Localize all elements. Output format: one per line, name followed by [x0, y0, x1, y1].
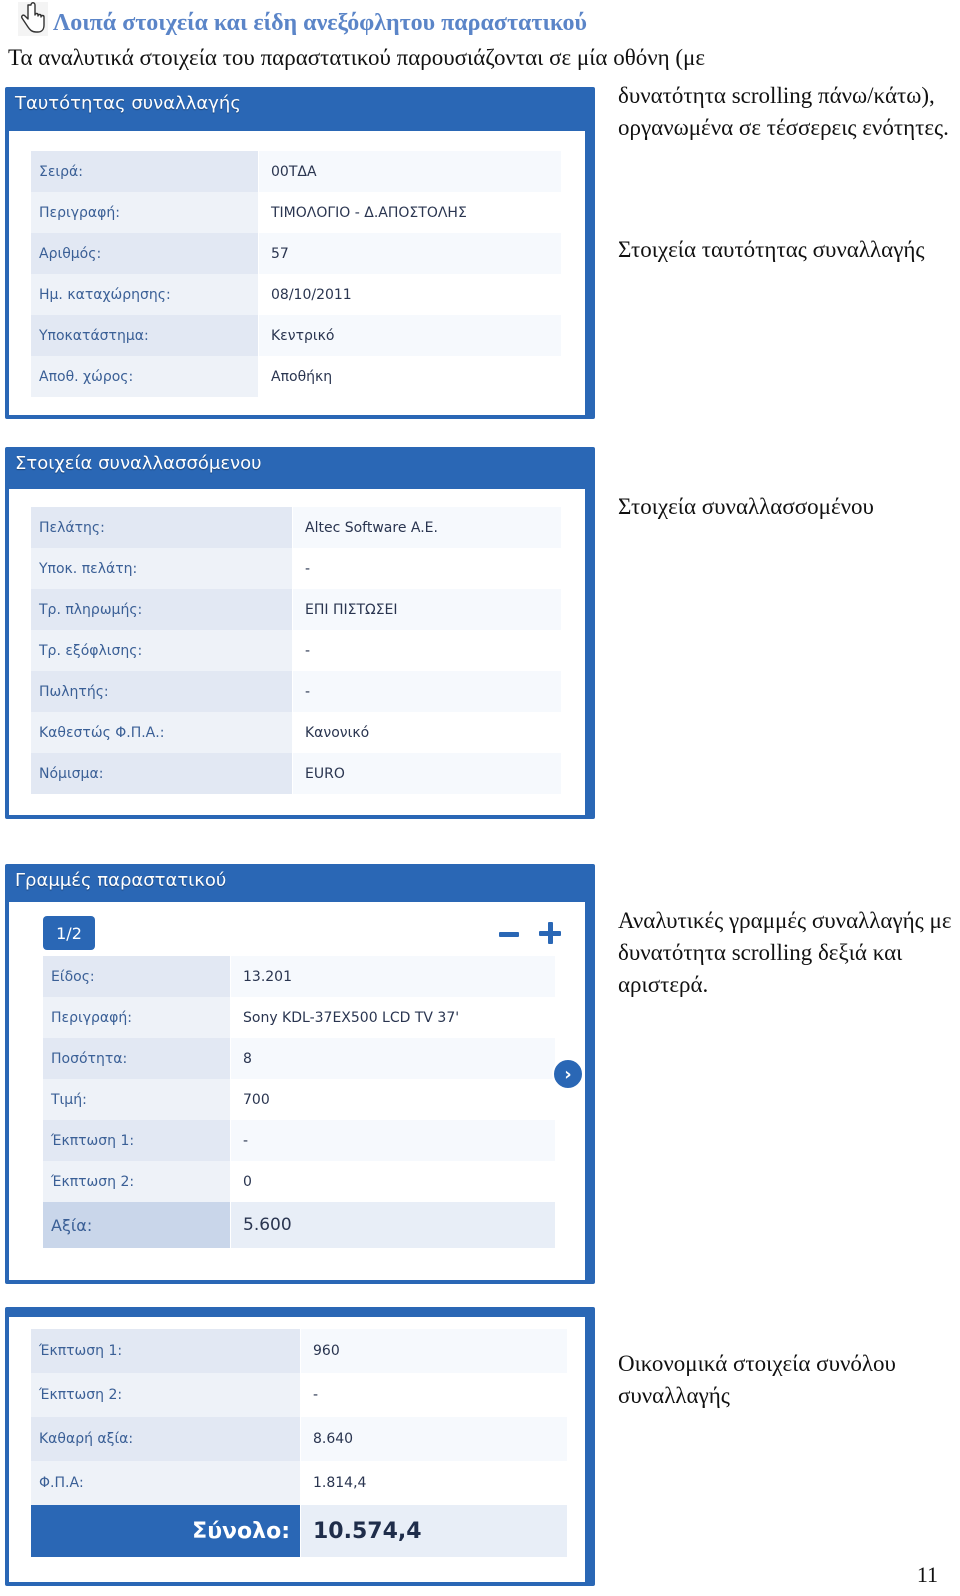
identity-note: Στοιχεία ταυτότητας συναλλαγής [618, 237, 925, 262]
field-row [31, 1329, 567, 1373]
field-label: Περιγραφή: [31, 192, 259, 233]
field-value: 960 [301, 1329, 567, 1373]
page-heading: Λοιπά στοιχεία και είδη ανεξόφλητου παραστατικού [53, 10, 588, 36]
field-row [31, 753, 561, 794]
field-value: 700 [231, 1079, 555, 1120]
totals-panel [5, 1307, 595, 1586]
field-row [31, 151, 561, 192]
party-panel-title: Στοιχεία συναλλασσόμενου [15, 453, 262, 474]
field-label: Τρ. εξόφλισης: [31, 630, 293, 671]
field-label: Είδος: [43, 956, 231, 997]
field-value: Sony KDL-37EX500 LCD TV 37' [231, 997, 555, 1038]
field-label: Τρ. πληρωμής: [31, 589, 293, 630]
field-label: Καθεστώς Φ.Π.Α.: [31, 712, 293, 753]
field-row [31, 1373, 567, 1417]
totals-note: Οικονομικά στοιχεία συνόλου συναλλαγής [618, 1351, 896, 1408]
field-row [31, 315, 561, 356]
lines-note: Αναλυτικές γραμμές συναλλαγής με δυνατότητα scrolling δεξιά και αριστερά. [618, 908, 952, 997]
page-number: 11 [916, 1562, 938, 1587]
totals-panel-body [9, 1317, 585, 1582]
field-row [31, 712, 561, 753]
field-row [31, 589, 561, 630]
field-value: 13.201 [231, 956, 555, 997]
field-value: 0 [231, 1161, 555, 1202]
identity-panel [5, 87, 595, 419]
field-label: Έκπτωση 2: [31, 1373, 301, 1417]
field-label: Ημ. καταχώρησης: [31, 274, 259, 315]
field-label: Πωλητής: [31, 671, 293, 712]
field-label: Υποκ. πελάτη: [31, 548, 293, 589]
field-label: Περιγραφή: [43, 997, 231, 1038]
field-row [31, 1461, 567, 1505]
party-note: Στοιχεία συναλλασσομένου [618, 494, 874, 519]
field-row [43, 956, 555, 997]
party-fields [31, 507, 561, 794]
field-label: Έκπτωση 1: [31, 1329, 301, 1373]
identity-panel-body [9, 131, 585, 415]
field-label: Έκπτωση 2: [43, 1161, 231, 1202]
field-value: ΕΠΙ ΠΙΣΤΩΣΕΙ [293, 589, 561, 630]
field-value: 08/10/2011 [259, 274, 561, 315]
field-label: Καθαρή αξία: [31, 1417, 301, 1461]
lines-panel-body [9, 902, 585, 1280]
field-label: Αριθμός: [31, 233, 259, 274]
field-row [43, 997, 555, 1038]
field-row [31, 356, 561, 397]
totals-fields [31, 1329, 567, 1557]
field-label: Υποκατάστημα: [31, 315, 259, 356]
field-value: 1.814,4 [301, 1461, 567, 1505]
field-row [43, 1161, 555, 1202]
field-row [43, 1120, 555, 1161]
field-label: Έκπτωση 1: [43, 1120, 231, 1161]
field-value: 57 [259, 233, 561, 274]
field-row [31, 548, 561, 589]
lines-panel [5, 864, 595, 1284]
intro-text-line1: Τα αναλυτικά στοιχεία του παραστατικού παρουσιάζονται σε μία οθόνη (με [8, 45, 706, 70]
field-value: 8.640 [301, 1417, 567, 1461]
field-label: Αξία: [43, 1202, 231, 1248]
field-row [43, 1202, 555, 1248]
field-row [31, 233, 561, 274]
field-value: ΤΙΜΟΛΟΓΙΟ - Δ.ΑΠΟΣΤΟΛΗΣ [259, 192, 561, 233]
add-line-icon[interactable] [539, 922, 561, 944]
party-panel [5, 447, 595, 819]
field-value: Κανονικό [293, 712, 561, 753]
hand-pointer-icon [18, 2, 48, 36]
field-label: Νόμισμα: [31, 753, 293, 794]
field-label: Φ.Π.Α: [31, 1461, 301, 1505]
total-value: 10.574,4 [301, 1505, 567, 1557]
field-value: 5.600 [231, 1202, 555, 1248]
total-row [31, 1505, 567, 1557]
party-panel-body [9, 489, 585, 815]
field-row [31, 507, 561, 548]
identity-fields [31, 151, 561, 397]
field-label: Ποσότητα: [43, 1038, 231, 1079]
field-value: 00ΤΔΑ [259, 151, 561, 192]
field-value: - [293, 671, 561, 712]
field-label: Αποθ. χώρος: [31, 356, 259, 397]
field-label: Πελάτης: [31, 507, 293, 548]
field-label: Τιμή: [43, 1079, 231, 1120]
field-row [31, 630, 561, 671]
field-value: EURO [293, 753, 561, 794]
remove-line-icon[interactable] [499, 932, 519, 937]
field-value: Altec Software A.E. [293, 507, 561, 548]
field-value: 8 [231, 1038, 555, 1079]
identity-panel-title: Ταυτότητας συναλλαγής [15, 93, 241, 114]
field-value: Αποθήκη [259, 356, 561, 397]
field-row [31, 192, 561, 233]
field-row [43, 1038, 555, 1079]
intro-text-line2: δυνατότητα scrolling πάνω/κάτω), οργανωμένα σε τέσσερεις ενότητες. [618, 83, 949, 140]
total-label: Σύνολο: [31, 1505, 301, 1557]
field-value: - [293, 548, 561, 589]
chevron-right-icon[interactable]: › [552, 1058, 584, 1090]
line-page-indicator: 1/2 [43, 916, 95, 950]
field-value: - [293, 630, 561, 671]
field-value: - [301, 1373, 567, 1417]
field-row [31, 671, 561, 712]
field-row [31, 1417, 567, 1461]
field-row [43, 1079, 555, 1120]
field-label: Σειρά: [31, 151, 259, 192]
lines-panel-title: Γραμμές παραστατικού [15, 870, 227, 891]
field-value: - [231, 1120, 555, 1161]
line-fields [43, 956, 555, 1248]
field-value: Κεντρικό [259, 315, 561, 356]
field-row [31, 274, 561, 315]
